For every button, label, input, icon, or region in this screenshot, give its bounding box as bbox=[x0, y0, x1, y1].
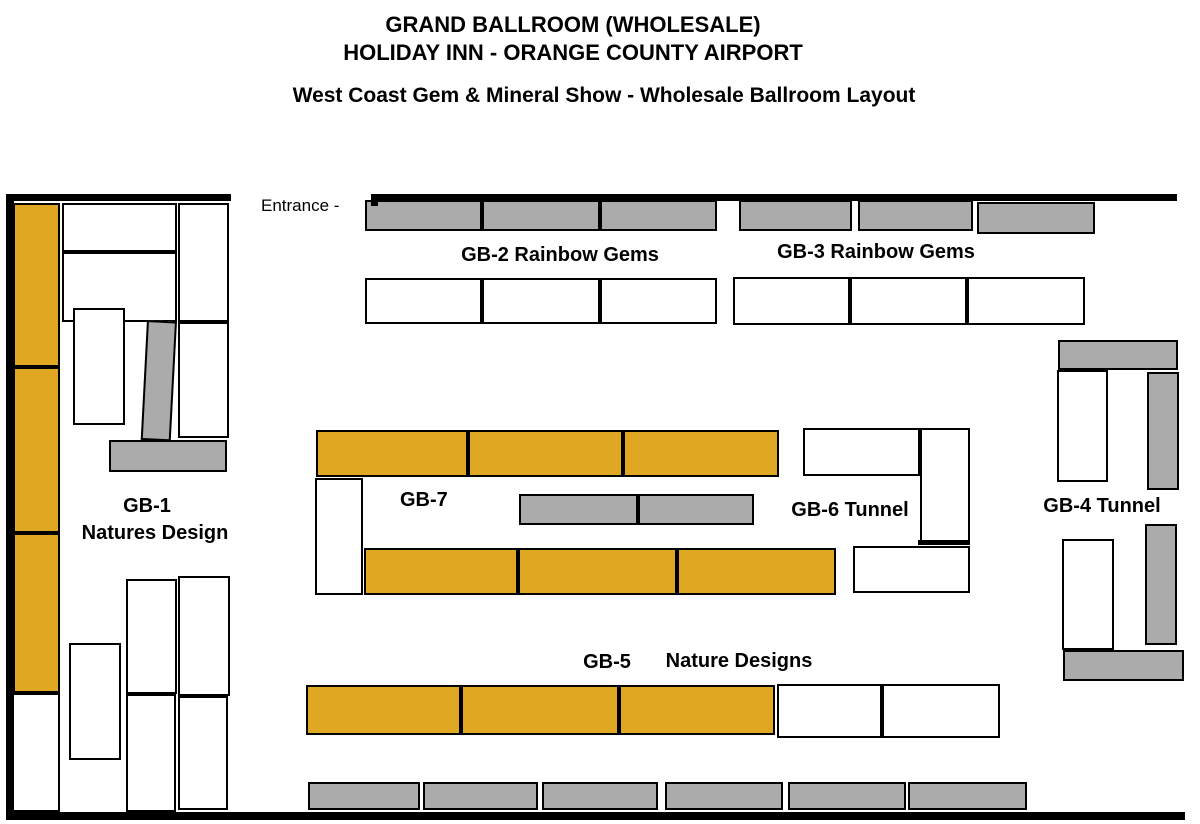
booth-gb3-white bbox=[733, 277, 850, 325]
booth-gb7-gold bbox=[677, 548, 836, 595]
booth-gb7-gold bbox=[623, 430, 779, 477]
booth-gb3-gray bbox=[977, 202, 1095, 234]
booth-gb1-white bbox=[178, 576, 230, 696]
booth-perimeter-gray bbox=[542, 782, 658, 810]
booth-gb5-white bbox=[777, 684, 882, 738]
booth-gb6-white bbox=[853, 546, 970, 593]
booth-gb4-white bbox=[1062, 539, 1114, 650]
booth-gb7-gold bbox=[316, 430, 468, 477]
page-subtitle: West Coast Gem & Mineral Show - Wholesale Ballroom Layout bbox=[292, 84, 916, 107]
booth-gb2-white bbox=[600, 278, 717, 324]
booth-gb1-gray bbox=[109, 440, 227, 472]
booth-gb2-gray bbox=[365, 200, 482, 231]
booth-gb2-gray bbox=[600, 200, 717, 231]
gb1-label: GB-1 bbox=[123, 495, 171, 517]
booth-perimeter-gray bbox=[665, 782, 783, 810]
booth-gb1-gold bbox=[13, 367, 60, 533]
booth-gb3-gray bbox=[858, 200, 973, 231]
booth-gb1-white bbox=[178, 203, 229, 322]
booth-gb1-white bbox=[126, 694, 176, 812]
booth-gb1-white bbox=[178, 322, 229, 438]
booth-gb7-gray bbox=[638, 494, 754, 525]
entrance-label: Entrance - bbox=[261, 196, 340, 215]
booth-gb6-white bbox=[803, 428, 920, 476]
booth-gb1-white bbox=[126, 579, 177, 694]
booth-gb3-white bbox=[967, 277, 1085, 325]
gb2-label: GB-2 Rainbow Gems bbox=[461, 244, 659, 266]
booth-gb7-gold bbox=[518, 548, 677, 595]
booth-gb4-gray bbox=[1145, 524, 1177, 645]
booth-gb4-gray bbox=[1063, 650, 1184, 681]
wall-segment bbox=[371, 194, 1177, 201]
booth-gb2-gray bbox=[482, 200, 600, 231]
booth-gb4-gray bbox=[1147, 372, 1179, 490]
booth-perimeter-gray bbox=[788, 782, 906, 810]
gb3-label: GB-3 Rainbow Gems bbox=[777, 241, 975, 263]
booth-gb1-gray bbox=[141, 320, 177, 441]
wall-segment bbox=[6, 194, 231, 201]
booth-perimeter-gray bbox=[908, 782, 1027, 810]
booth-gb1-white bbox=[69, 643, 121, 760]
booth-perimeter-gray bbox=[423, 782, 538, 810]
booth-gb4-white bbox=[1057, 370, 1108, 482]
booth-gb1-white bbox=[73, 308, 125, 425]
gb7-label: GB-7 bbox=[400, 489, 448, 511]
gb4-label: GB-4 Tunnel bbox=[1043, 495, 1161, 517]
booth-gb1-white bbox=[62, 203, 177, 252]
booth-gb7-gold bbox=[468, 430, 623, 477]
booth-gb5-gold bbox=[619, 685, 775, 735]
booth-gb7-gold bbox=[364, 548, 518, 595]
booth-gb3-white bbox=[850, 277, 967, 325]
booth-gb1-white bbox=[12, 693, 60, 812]
booth-gb6-white bbox=[920, 428, 970, 542]
wall-segment bbox=[6, 194, 14, 820]
gb5-label: GB-5 bbox=[583, 651, 631, 673]
wall-segment bbox=[918, 540, 970, 545]
booth-gb7-gray bbox=[519, 494, 638, 525]
booth-gb1-white bbox=[178, 696, 228, 810]
booth-gb3-gray bbox=[739, 200, 852, 231]
gb1-name-label: Natures Design bbox=[81, 522, 229, 544]
booth-gb1-gold bbox=[13, 203, 60, 367]
page-title-line1: GRAND BALLROOM (WHOLESALE) bbox=[385, 12, 761, 37]
page-title-line2: HOLIDAY INN - ORANGE COUNTY AIRPORT bbox=[343, 40, 803, 65]
booth-perimeter-gray bbox=[308, 782, 420, 810]
booth-gb2-white bbox=[482, 278, 600, 324]
booth-gb5-white bbox=[882, 684, 1000, 738]
booth-gb5-gold bbox=[461, 685, 619, 735]
wall-segment bbox=[371, 194, 378, 206]
gb5-name-label: Nature Designs bbox=[665, 650, 813, 672]
booth-gb2-white bbox=[365, 278, 482, 324]
booth-gb5-gold bbox=[306, 685, 461, 735]
booth-gb7-white bbox=[315, 478, 363, 595]
gb6-label: GB-6 Tunnel bbox=[791, 499, 909, 521]
booth-gb4-gray bbox=[1058, 340, 1178, 370]
booth-gb1-gold bbox=[13, 533, 60, 693]
wall-segment bbox=[6, 812, 1185, 820]
